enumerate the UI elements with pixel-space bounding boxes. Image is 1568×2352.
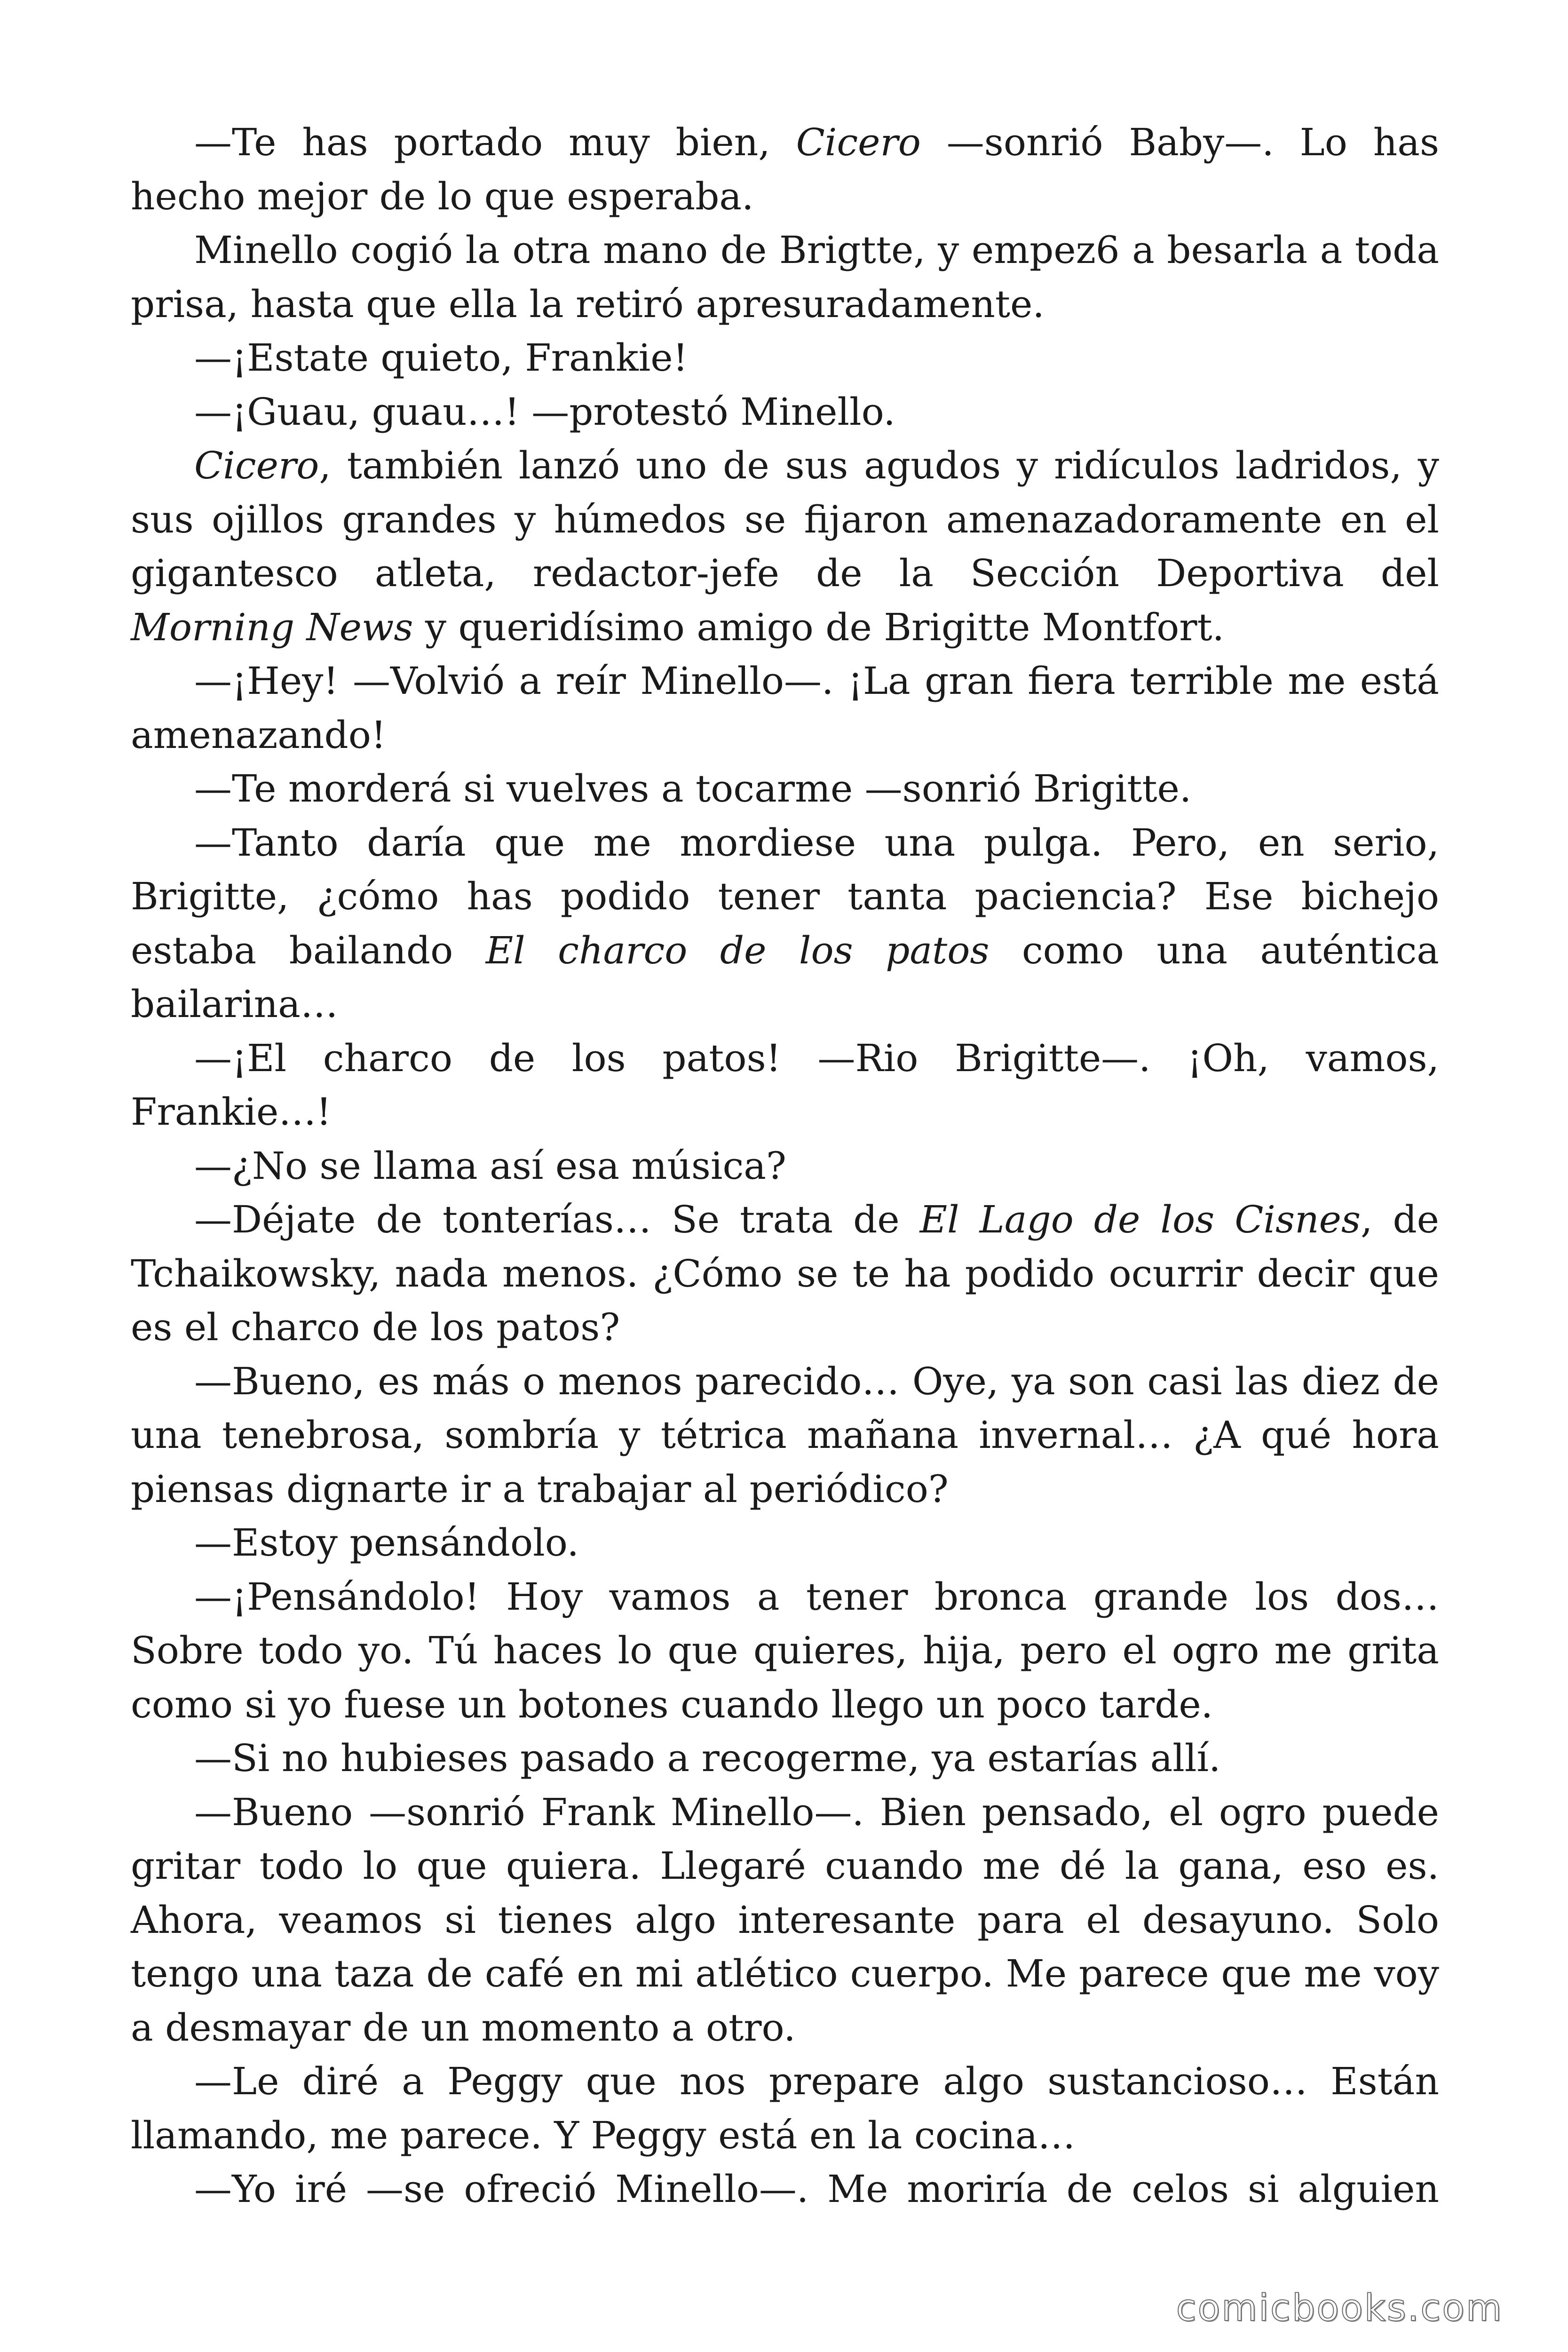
paragraph — [131, 116, 1439, 223]
paragraph — [131, 2055, 1439, 2162]
paragraph — [131, 654, 1439, 762]
text-run: —¡Hey! —Volvió a reír Minello—. ¡La gran fiera terrible me está amenazando! — [131, 659, 1439, 757]
text-run: —Tanto daría que me mordiese una pulga. Pero, en serio, Brigitte, ¿cómo has podido tener tanta paciencia? Ese bichejo estaba bailando — [131, 820, 1439, 972]
paragraph — [131, 1516, 1439, 1570]
text-run: —¡Guau, guau…! —protestó Minello. — [194, 389, 895, 434]
text-run: —Yo iré —se ofreció Minello—. Me moriría de celos si alguien — [194, 2167, 1439, 2211]
text-run: —Te has portado muy bien, — [194, 120, 796, 164]
italic-text-run: Cicero — [194, 444, 319, 487]
paragraph — [131, 2162, 1439, 2217]
text-run: —Le diré a Peggy que nos prepare algo sustancioso… Están llamando, me parece. Y Peggy está en la cocina… — [131, 2059, 1439, 2157]
text-run: —¡Pensándolo! Hoy vamos a tener bronca grande los dos… Sobre todo yo. Tú haces lo que quieres, hija, pero el ogro me grita como si yo fuese un botones cuando llego un poco tarde. — [131, 1574, 1439, 1726]
text-run: —¡El charco de los patos! —Rio Brigitte—. ¡Oh, vamos, Frankie…! — [131, 1036, 1439, 1134]
paragraph — [131, 1032, 1439, 1139]
paragraph — [131, 1786, 1439, 2055]
text-run: —Te morderá si vuelves a tocarme —sonrió Brigitte. — [194, 767, 1192, 810]
paragraph — [131, 1355, 1439, 1517]
paragraph — [131, 385, 1439, 439]
italic-text-run: Cicero — [796, 120, 921, 164]
paragraph — [131, 1570, 1439, 1732]
text-run: —Déjate de tonterías… Se trata de — [194, 1198, 920, 1241]
book-page-text — [131, 116, 1439, 2217]
text-run: —Si no hubieses pasado a recogerme, ya estarías allí. — [194, 1736, 1221, 1780]
paragraph — [131, 223, 1439, 331]
text-run: como una auténtica bailarina… — [131, 928, 1439, 1026]
paragraph — [131, 331, 1439, 385]
watermark-logo: comicbooks.com — [1176, 2287, 1503, 2329]
text-run: —¿No se llama así esa música? — [194, 1144, 786, 1188]
paragraph — [131, 762, 1439, 816]
text-run: —Estoy pensándolo. — [194, 1521, 579, 1565]
text-run: —¡Estate quieto, Frankie! — [194, 336, 688, 380]
text-run: —sonrió Baby—. Lo has hecho mejor de lo que esperaba. — [131, 120, 1439, 218]
italic-text-run: El charco de los patos — [485, 928, 990, 972]
paragraph — [131, 816, 1439, 1032]
text-run: , también lanzó uno de sus agudos y ridículos ladridos, y sus ojillos grandes y húmedos se fijaron amenazadoramente en el gigantesco atleta, redactor-jefe de la Sección Deportiva del — [131, 444, 1439, 595]
text-run: y queridísimo amigo de Brigitte Montfort. — [413, 605, 1225, 649]
paragraph — [131, 1193, 1439, 1355]
text-run: —Bueno —sonrió Frank Minello—. Bien pensado, el ogro puede gritar todo lo que quiera. Llegaré cuando me dé la gana, eso es. Ahora, veamos si tienes algo interesante para el desayuno. Solo tengo una taza de café en mi atlético cuerpo. Me parece que me voy a desmayar de un momento a otro. — [131, 1790, 1439, 2050]
italic-text-run: Morning News — [131, 605, 413, 649]
paragraph — [131, 1139, 1439, 1193]
text-run: , de Tchaikowsky, nada menos. ¿Cómo se te ha podido ocurrir decir que es el charco de los patos? — [131, 1198, 1439, 1349]
paragraph — [131, 1732, 1439, 1786]
text-run: Minello cogió la otra mano de Brigtte, y empez6 a besarla a toda prisa, hasta que ella la retiró apresuradamente. — [131, 228, 1439, 326]
paragraph — [131, 439, 1439, 654]
italic-text-run: El Lago de los Cisnes — [919, 1198, 1361, 1241]
text-run: —Bueno, es más o menos parecido… Oye, ya son casi las diez de una tenebrosa, sombría y tétrica mañana invernal… ¿A qué hora piensas dignarte ir a trabajar al periódico? — [131, 1359, 1439, 1511]
